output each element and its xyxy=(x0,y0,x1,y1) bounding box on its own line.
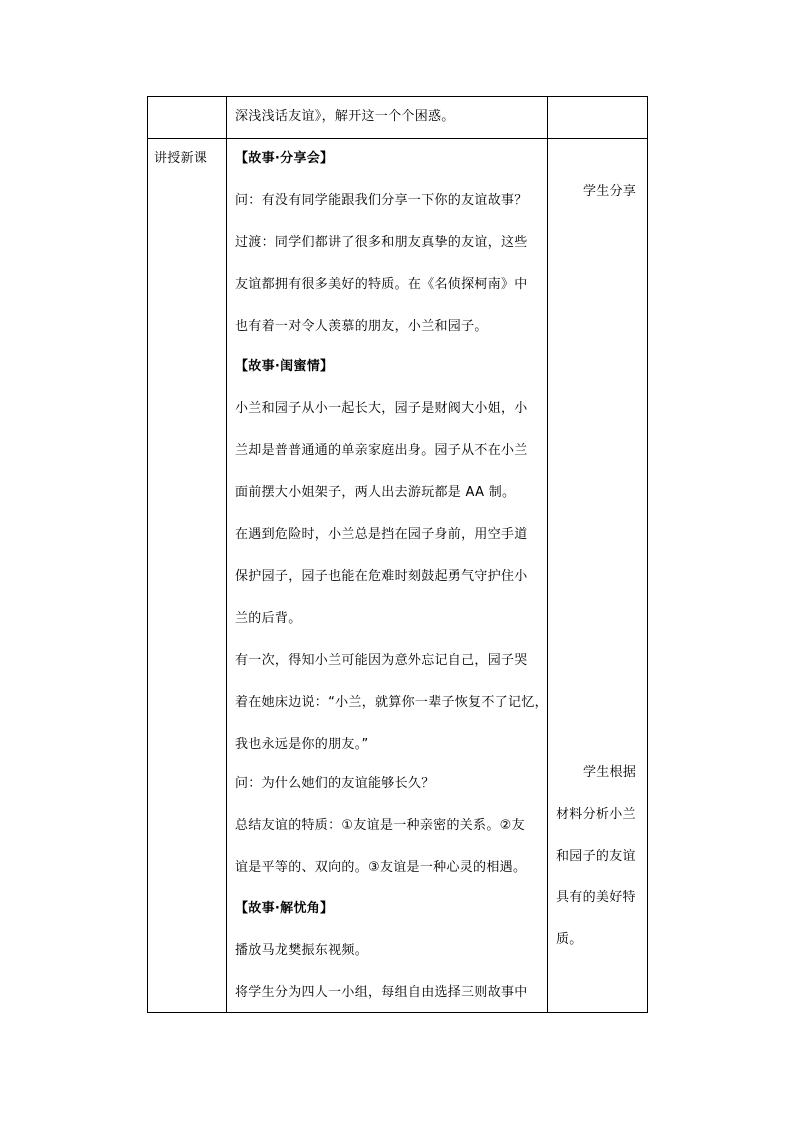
story-heading-worries: 【故事·解忧角】 xyxy=(235,901,334,916)
row1-content-text: 深浅浅话友谊》，解开这一个个困惑。 xyxy=(235,109,455,124)
content-line: 兰的后背。 xyxy=(235,611,302,626)
table-col-divider-2 xyxy=(547,96,548,1013)
content-line: 面前摆大小姐架子，两人出去游玩都是 AA 制。 xyxy=(235,485,516,500)
student-activity-analysis-line: 和园子的友谊 xyxy=(556,849,636,864)
table-right-border xyxy=(647,96,648,1013)
table-top-border xyxy=(147,96,648,97)
content-line: 问：有没有同学能跟我们分享一下你的友谊故事？ xyxy=(235,193,528,208)
content-line: 在遇到危险时，小兰总是挡在园子身前，用空手道 xyxy=(235,527,528,542)
story-heading-share: 【故事·分享会】 xyxy=(235,151,334,166)
student-activity-analysis-line: 质。 xyxy=(556,932,583,947)
content-line: 着在她床边说：“小兰，就算你一辈子恢复不了记忆， xyxy=(235,695,548,710)
table-row-divider xyxy=(147,138,648,139)
student-activity-analysis-line: 学生根据 xyxy=(583,765,637,780)
student-activity-analysis-line: 材料分析小兰 xyxy=(556,807,636,822)
content-line: 问：为什么她们的友谊能够长久？ xyxy=(235,776,435,791)
content-line: 过渡：同学们都讲了很多和朋友真挚的友谊，这些 xyxy=(235,235,528,250)
content-line: 将学生分为四人一小组，每组自由选择三则故事中 xyxy=(235,985,528,1000)
student-activity-analysis-line: 具有的美好特 xyxy=(556,890,636,905)
table-left-border xyxy=(147,96,148,1013)
content-line: 小兰和园子从小一起长大，园子是财阀大小姐，小 xyxy=(235,401,528,416)
section-label: 讲授新课 xyxy=(154,151,208,166)
content-line: 我也永远是你的朋友。” xyxy=(235,737,369,752)
content-line: 播放马龙樊振东视频。 xyxy=(235,943,369,958)
table-col-divider-1 xyxy=(226,96,227,1013)
table-bottom-border xyxy=(147,1012,648,1013)
content-line: 兰却是普普通通的单亲家庭出身。园子从不在小兰 xyxy=(235,443,528,458)
content-line: 有一次，得知小兰可能因为意外忘记自己，园子哭 xyxy=(235,653,528,668)
story-heading-friendship: 【故事·闺蜜情】 xyxy=(235,359,334,374)
content-line: 保护园子，园子也能在危难时刻鼓起勇气守护住小 xyxy=(235,569,528,584)
content-line: 也有着一对令人羡慕的朋友，小兰和园子。 xyxy=(235,319,488,334)
content-line: 谊是平等的、双向的。③友谊是一种心灵的相遇。 xyxy=(235,860,527,875)
content-line: 总结友谊的特质：①友谊是一种亲密的关系。②友 xyxy=(235,818,525,833)
content-line: 友谊都拥有很多美好的特质。在《名侦探柯南》中 xyxy=(235,277,528,292)
student-activity-share: 学生分享 xyxy=(583,184,637,199)
